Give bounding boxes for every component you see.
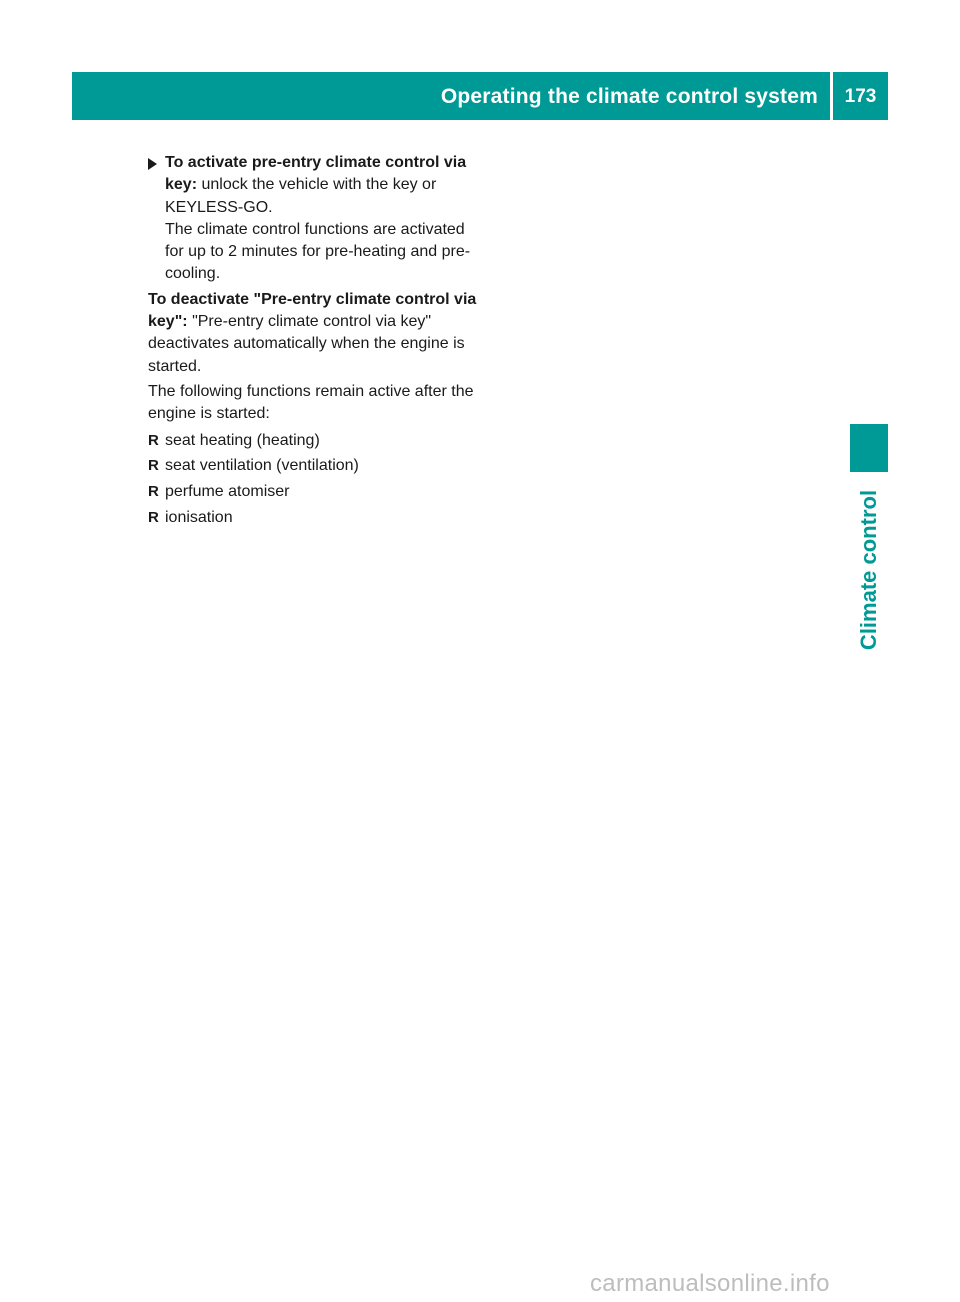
step-text-detail: The climate control functions are activated for up to 2 minutes for pre-heating and pre-cooling. — [165, 220, 471, 283]
instruction-step — [148, 152, 486, 286]
list-item: R ionisation — [148, 507, 486, 529]
step-text: unlock the vehicle with the key or KEYLESS-GO. — [165, 176, 437, 216]
triangle-right-icon — [148, 158, 157, 170]
bullet-icon: R — [148, 431, 159, 449]
list-item: R perfume atomiser — [148, 481, 486, 503]
bullet-icon: R — [148, 509, 159, 527]
bullet-icon: R — [148, 483, 159, 501]
list-item: R seat ventilation (ventilation) — [148, 455, 486, 477]
watermark: carmanualsonline.info — [590, 1270, 830, 1297]
following-paragraph: The following functions remain active after the engine is started: — [148, 382, 474, 423]
page-number: 173 — [844, 86, 877, 107]
deactivate-paragraph — [148, 289, 486, 378]
active-functions-list — [148, 430, 486, 530]
deactivate-heading: To deactivate "Pre-entry climate control via key": — [148, 290, 477, 331]
step-heading: To activate pre-entry climate control via key: — [165, 154, 467, 194]
chapter-tab-marker — [850, 424, 888, 472]
header-bar — [72, 72, 888, 120]
section-title: Operating the climate control system — [440, 85, 818, 108]
chapter-label: Climate control — [856, 489, 881, 651]
main-content — [148, 152, 486, 533]
list-item: R seat heating (heating) — [148, 430, 486, 452]
deactivate-text: "Pre-entry climate control via key" deactivates automatically when the engine is started. — [148, 313, 465, 375]
bullet-icon: R — [148, 457, 159, 475]
